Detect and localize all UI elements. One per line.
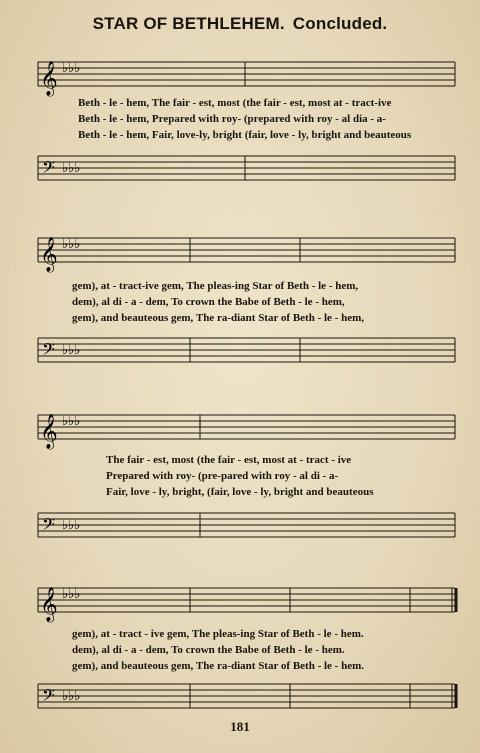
svg-text:♭♭♭: ♭♭♭ xyxy=(62,586,81,601)
treble-staff-system-2 xyxy=(0,228,480,288)
svg-text:♭♭♭: ♭♭♭ xyxy=(62,517,81,532)
lyric-line: gem), at - tract - ive gem, The pleas-ing Star of Beth - le - hem. xyxy=(72,628,364,640)
lyric-line: gem), and beauteous gem, The ra-diant Star of Beth - le - hem. xyxy=(72,660,364,672)
lyric-line: Beth - le - hem, The fair - est, most (the fair - est, most at - tract-ive xyxy=(78,97,392,109)
lyric-line: gem), and beauteous gem, The ra-diant Star of Beth - le - hem, xyxy=(72,312,364,324)
hymn-subtitle: Concluded. xyxy=(292,14,388,33)
bass-staff-system-2 xyxy=(0,330,480,380)
svg-text:𝄢: 𝄢 xyxy=(42,687,55,709)
page-title xyxy=(0,14,480,34)
hymn-title: STAR OF BETHLEHEM. xyxy=(92,14,285,33)
svg-text:♭♭♭: ♭♭♭ xyxy=(62,688,81,703)
lyric-line: The fair - est, most (the fair - est, most at - tract - ive xyxy=(106,454,352,466)
svg-text:♭♭♭: ♭♭♭ xyxy=(62,160,81,175)
svg-text:♭♭♭: ♭♭♭ xyxy=(62,342,81,357)
svg-text:𝄞: 𝄞 xyxy=(40,61,58,96)
page-number: 181 xyxy=(230,719,250,734)
svg-text:𝄞: 𝄞 xyxy=(40,237,58,272)
lyric-line: Beth - le - hem, Fair, love-ly, bright (fair, love - ly, bright and beauteous xyxy=(78,129,412,141)
bass-staff-system-1 xyxy=(0,148,480,198)
svg-text:♭♭♭: ♭♭♭ xyxy=(62,236,81,251)
lyric-line: gem), at - tract-ive gem, The pleas-ing Star of Beth - le - hem, xyxy=(72,280,359,292)
svg-text:𝄢: 𝄢 xyxy=(42,341,55,363)
svg-text:♭♭♭: ♭♭♭ xyxy=(62,413,81,428)
lyric-line: dem), al di - a - dem, To crown the Babe of Beth - le - hem. xyxy=(72,644,345,656)
lyric-line: dem), al di - a - dem, To crown the Babe of Beth - le - hem, xyxy=(72,296,345,308)
svg-text:𝄢: 𝄢 xyxy=(42,516,55,538)
svg-text:𝄞: 𝄞 xyxy=(40,587,58,622)
bass-staff-system-3 xyxy=(0,505,480,555)
lyric-line: Prepared with roy- (pre-pared with roy - al di - a- xyxy=(106,470,339,482)
lyric-line: Fair, love - ly, bright, (fair, love - ly, bright and beauteous xyxy=(106,486,374,498)
svg-text:𝄞: 𝄞 xyxy=(40,414,58,449)
svg-text:♭♭♭: ♭♭♭ xyxy=(62,60,81,75)
svg-text:𝄢: 𝄢 xyxy=(42,159,55,181)
lyric-line: Beth - le - hem, Prepared with roy- (prepared with roy - al dia - a- xyxy=(78,113,386,125)
